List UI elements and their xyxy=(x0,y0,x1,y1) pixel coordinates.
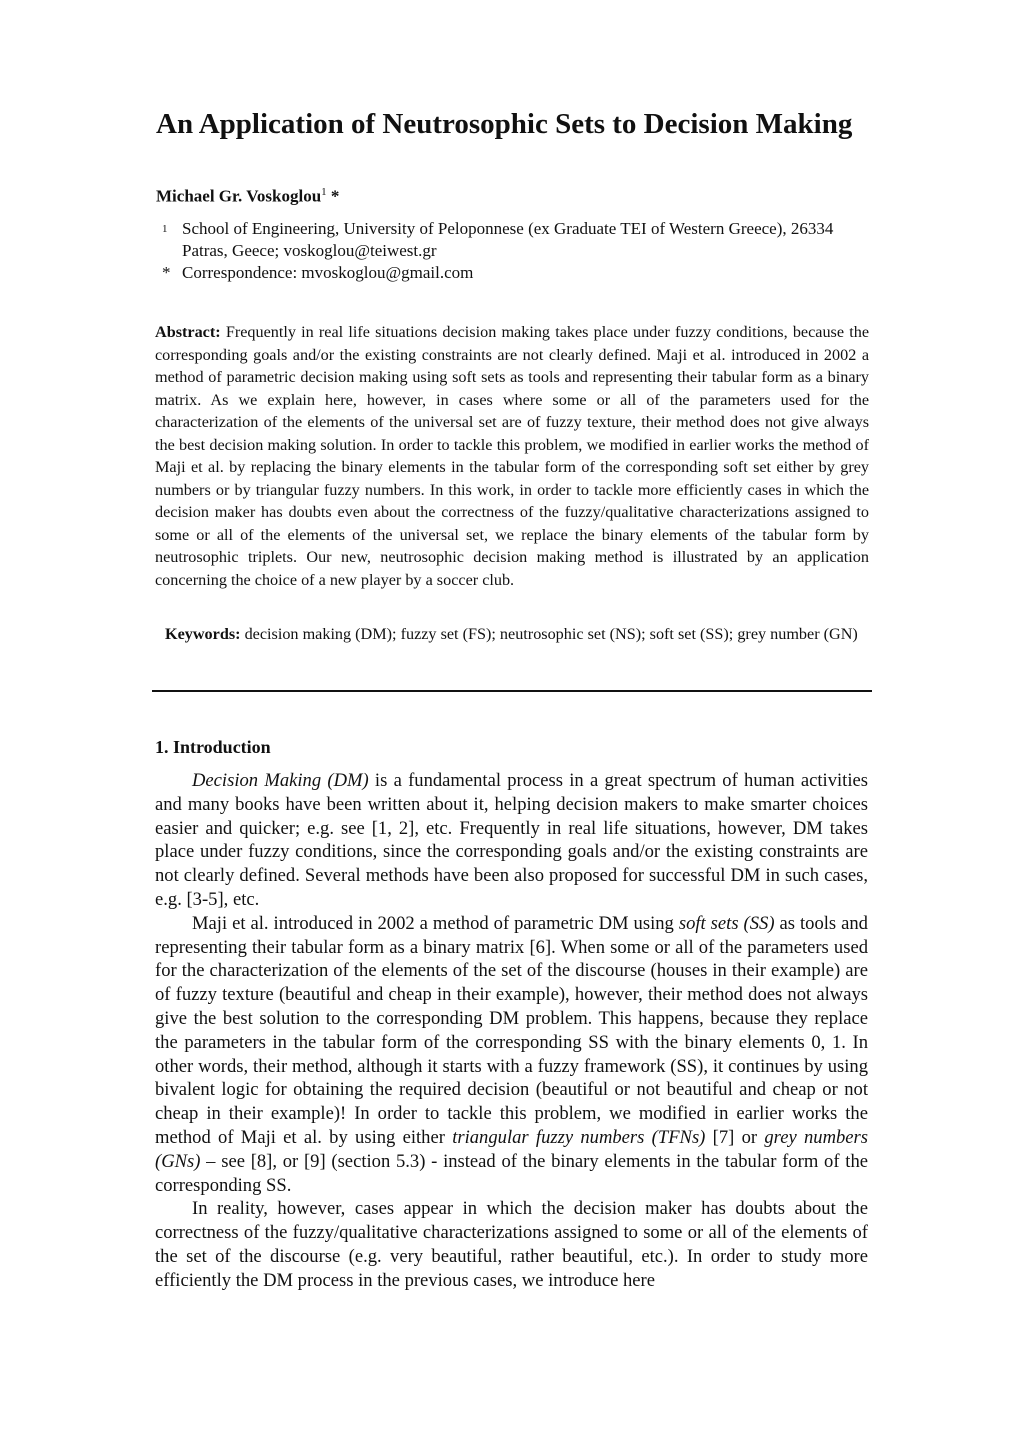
author-correspondence-mark: * xyxy=(330,186,340,206)
correspondence-mark: * xyxy=(162,263,171,282)
keywords-label: Keywords: xyxy=(165,625,241,643)
intro-paragraph-1 xyxy=(155,769,868,912)
abstract-text: Frequently in real life situations decision making takes place under fuzzy conditions, because the corresponding goals and/or the existing constraints are not clearly defined. Maji et al. introduced in 2002 a method of parametric decision making using soft sets as tools and representing their tabular form as a binary matrix. As we explain here, however, in cases where some or all of the parameters used for the characterization of the elements of the universal set are of fuzzy texture, their method does not give always the best decision making solution. In order to tackle this problem, we modified in earlier works the method of Maji et al. by replacing the binary elements in the tabular form of the corresponding soft set either by grey numbers or by triangular fuzzy numbers. In this work, in order to tackle more efficiently cases in which the decision maker has doubts even about the correctness of the fuzzy/qualitative characterizations assigned to some or all of the elements of the universal set, we replace the binary elements of the tabular form by neutrosophic triplets. Our new, neutrosophic decision making method is illustrated by an application concerning the choice of a new player by a soccer club. xyxy=(155,323,870,589)
section-divider xyxy=(152,690,872,692)
abstract-label: Abstract: xyxy=(155,323,221,341)
abstract xyxy=(155,321,869,591)
affiliation-1 xyxy=(162,218,882,262)
correspondence xyxy=(162,262,882,284)
affiliations xyxy=(162,218,882,284)
intro-paragraph-2-text-c: [7] or xyxy=(705,1126,765,1148)
term-grey-numbers: grey numbers (GNs) xyxy=(155,1126,869,1172)
term-triangular-fuzzy-numbers: triangular fuzzy numbers (TFNs) xyxy=(452,1126,706,1148)
section-heading-introduction: 1. Introduction xyxy=(155,737,271,757)
keywords xyxy=(165,623,869,646)
author-name: Michael Gr. Voskoglou xyxy=(156,186,322,206)
term-decision-making: Decision Making (DM) xyxy=(192,770,369,791)
correspondence-text: Correspondence: mvoskoglou@gmail.com xyxy=(182,263,474,282)
introduction-body xyxy=(155,769,868,1293)
term-soft-sets: soft sets (SS) xyxy=(678,912,775,934)
affiliation-1-mark: 1 xyxy=(162,223,168,235)
intro-paragraph-3-text: In reality, however, cases appear in which the decision maker has doubts about the correctness of the fuzzy/qualitative characterizations assigned to some or all of the elements of the set of the discourse (e.g. very beautiful, rather beautiful, etc.). In order to study more efficiently the DM process in the previous cases, we introduce here xyxy=(155,1198,868,1291)
keywords-text: decision making (DM); fuzzy set (FS); neutrosophic set (NS); soft set (SS); grey number (GN) xyxy=(244,625,858,643)
intro-paragraph-2-text-d: – see [8], or [9] (section 5.3) - instead of the binary elements in the tabular form of the corresponding SS. xyxy=(155,1150,868,1196)
intro-paragraph-2-text-b: as tools and representing their tabular form as a binary matrix [6]. When some or all of the parameters used for the characterization of the elements of the set of the discourse (houses in their example) are of fuzzy texture (beautiful and cheap in their example), however, their method does not always give the best solution to the corresponding DM problem. This happens, because they replace the parameters in the tabular form of the corresponding SS with the binary elements 0, 1. In other words, their method, although it starts with a fuzzy framework (SS), it continues by using bivalent logic for obtaining the required decision (beautiful or not beautiful and cheap or not cheap in their example)! In order to tackle this problem, we modified in earlier works the method of Maji et al. by using either xyxy=(155,912,868,1148)
author-line xyxy=(156,186,339,207)
author-affiliation-mark: 1 xyxy=(321,186,327,198)
affiliation-1-text: School of Engineering, University of Peloponnese (ex Graduate TEI of Western Greece), 26334 Patras, Geece; voskoglou@teiwest.gr xyxy=(182,219,834,260)
intro-paragraph-1-text: is a fundamental process in a great spectrum of human activities and many books have been written about it, helping decision makers to make smarter choices easier and quicker; e.g. see [1, 2], etc. Frequently in real life situations, however, DM takes place under fuzzy conditions, since the corresponding goals and/or the existing constraints are not clearly defined. Several methods have been also proposed for successful DM in such cases, e.g. [3-5], etc. xyxy=(155,770,868,910)
intro-paragraph-2-text-a: Maji et al. introduced in 2002 a method of parametric DM using xyxy=(192,912,679,934)
intro-paragraph-3 xyxy=(155,1197,868,1292)
intro-paragraph-2 xyxy=(155,912,868,1198)
paper-title: An Application of Neutrosophic Sets to Decision Making xyxy=(156,108,853,140)
